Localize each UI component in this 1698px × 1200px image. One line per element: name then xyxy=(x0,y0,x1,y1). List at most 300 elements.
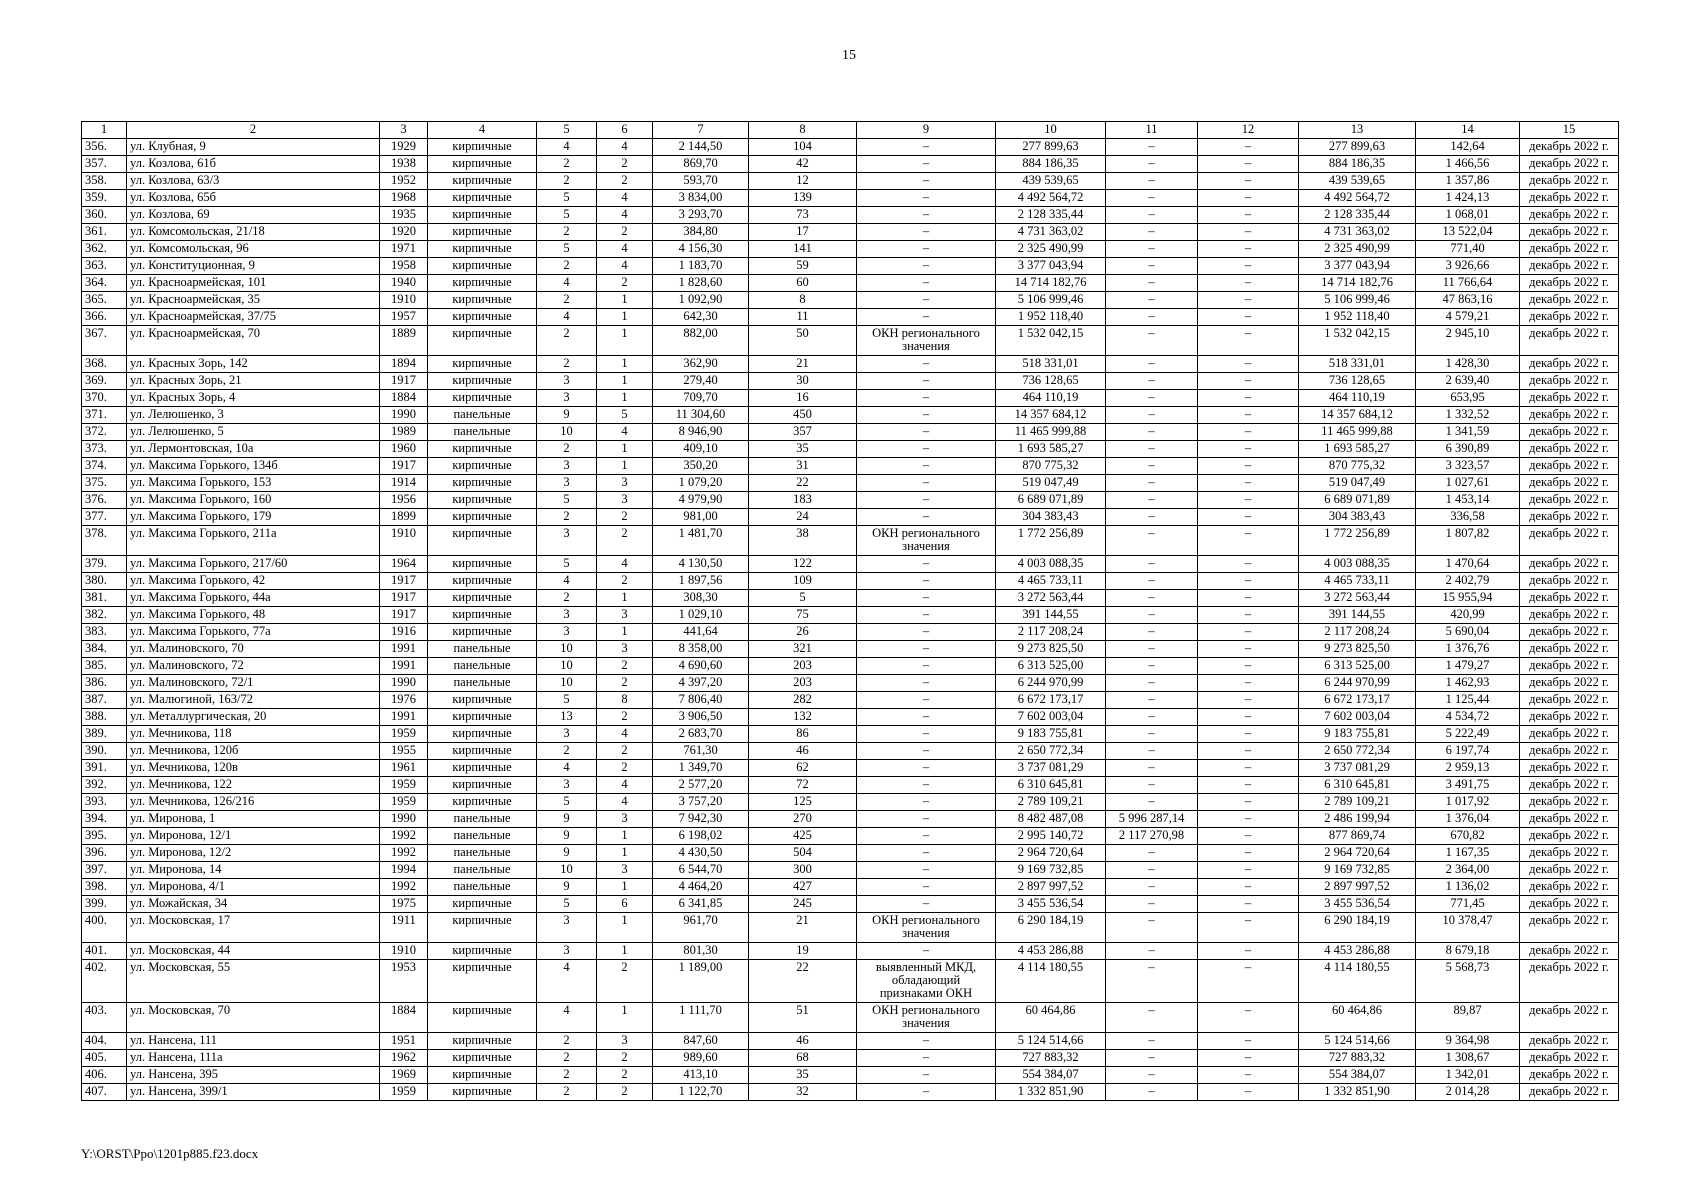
table-row xyxy=(82,190,1619,207)
table-cell: 6 341,85 xyxy=(653,896,749,913)
table-cell: 2 xyxy=(597,1084,653,1101)
table-cell: – xyxy=(1106,1050,1198,1067)
table-row xyxy=(82,658,1619,675)
table-cell: 362,90 xyxy=(653,356,749,373)
table-cell: 8 xyxy=(597,692,653,709)
table-cell: 8 679,18 xyxy=(1416,943,1520,960)
table-cell: 14 714 182,76 xyxy=(996,275,1106,292)
table-cell: 141 xyxy=(749,241,857,258)
table-cell: 1 029,10 xyxy=(653,607,749,624)
table-cell: – xyxy=(1198,275,1299,292)
table-cell: 1 079,20 xyxy=(653,475,749,492)
table-row xyxy=(82,1033,1619,1050)
table-cell: 3 xyxy=(597,607,653,624)
table-cell: 518 331,01 xyxy=(1299,356,1416,373)
table-cell: 1 807,82 xyxy=(1416,526,1520,556)
table-cell: – xyxy=(1198,943,1299,960)
table-cell: 554 384,07 xyxy=(1299,1067,1416,1084)
table-cell: 4 xyxy=(597,190,653,207)
table-cell: 2 639,40 xyxy=(1416,373,1520,390)
table-cell: 1 xyxy=(597,590,653,607)
table-cell: декабрь 2022 г. xyxy=(1520,292,1619,309)
table-cell: 1992 xyxy=(380,828,428,845)
column-header: 9 xyxy=(857,122,996,139)
table-cell: 989,60 xyxy=(653,1050,749,1067)
table-cell: декабрь 2022 г. xyxy=(1520,1003,1619,1033)
table-cell: 2 xyxy=(597,760,653,777)
table-cell: 397. xyxy=(82,862,127,879)
table-cell: – xyxy=(1106,526,1198,556)
table-cell: 427 xyxy=(749,879,857,896)
table-cell: декабрь 2022 г. xyxy=(1520,424,1619,441)
table-cell: ОКН регионального значения xyxy=(857,913,996,943)
table-cell: 1 092,90 xyxy=(653,292,749,309)
table-cell: – xyxy=(1198,139,1299,156)
table-cell: ул. Комсомольская, 21/18 xyxy=(127,224,380,241)
table-cell: декабрь 2022 г. xyxy=(1520,207,1619,224)
table-cell: 405. xyxy=(82,1050,127,1067)
table-cell: – xyxy=(1106,139,1198,156)
table-cell: 1 xyxy=(597,624,653,641)
table-cell: – xyxy=(1198,1067,1299,1084)
table-cell: 9 xyxy=(537,828,597,845)
table-cell: 2 897 997,52 xyxy=(996,879,1106,896)
table-cell: 364. xyxy=(82,275,127,292)
table-row xyxy=(82,1067,1619,1084)
table-cell: 1 428,30 xyxy=(1416,356,1520,373)
table-cell: – xyxy=(1198,407,1299,424)
table-cell: кирпичные xyxy=(428,1084,537,1101)
table-cell: 1959 xyxy=(380,777,428,794)
table-cell: 1 470,64 xyxy=(1416,556,1520,573)
table-cell: 1 189,00 xyxy=(653,960,749,1003)
table-cell: 4 130,50 xyxy=(653,556,749,573)
table-cell: декабрь 2022 г. xyxy=(1520,224,1619,241)
table-cell: 2 xyxy=(597,1067,653,1084)
table-cell: 9 183 755,81 xyxy=(1299,726,1416,743)
table-cell: 7 942,30 xyxy=(653,811,749,828)
table-cell: 2 995 140,72 xyxy=(996,828,1106,845)
table-cell: 3 xyxy=(597,492,653,509)
table-cell: 425 xyxy=(749,828,857,845)
table-cell: 1991 xyxy=(380,641,428,658)
table-cell: 1 xyxy=(597,828,653,845)
table-cell: 372. xyxy=(82,424,127,441)
table-cell: 1961 xyxy=(380,760,428,777)
table-cell: 375. xyxy=(82,475,127,492)
table-cell: 450 xyxy=(749,407,857,424)
table-cell: 4 xyxy=(597,241,653,258)
table-cell: 877 869,74 xyxy=(1299,828,1416,845)
table-cell: 356. xyxy=(82,139,127,156)
table-cell: 2 xyxy=(597,173,653,190)
table-cell: панельные xyxy=(428,828,537,845)
table-cell: 4 534,72 xyxy=(1416,709,1520,726)
table-cell: – xyxy=(1106,1003,1198,1033)
table-cell: 3 834,00 xyxy=(653,190,749,207)
table-cell: 2 xyxy=(537,590,597,607)
table-row xyxy=(82,1084,1619,1101)
table-cell: – xyxy=(857,1033,996,1050)
table-cell: 519 047,49 xyxy=(996,475,1106,492)
table-cell: – xyxy=(857,258,996,275)
table-cell: 420,99 xyxy=(1416,607,1520,624)
table-cell: 2 xyxy=(537,356,597,373)
table-cell: 2 144,50 xyxy=(653,139,749,156)
table-row xyxy=(82,241,1619,258)
table-cell: 379. xyxy=(82,556,127,573)
table-cell: 1 532 042,15 xyxy=(1299,326,1416,356)
table-cell: 3 xyxy=(597,862,653,879)
table-cell: 1957 xyxy=(380,309,428,326)
table-cell: 398. xyxy=(82,879,127,896)
table-cell: 277 899,63 xyxy=(1299,139,1416,156)
table-cell: кирпичные xyxy=(428,309,537,326)
table-cell: – xyxy=(1198,556,1299,573)
page-number: 15 xyxy=(842,48,856,63)
table-cell: – xyxy=(1198,526,1299,556)
table-cell: ул. Козлова, 69 xyxy=(127,207,380,224)
table-cell: 75 xyxy=(749,607,857,624)
table-cell: кирпичные xyxy=(428,1003,537,1033)
table-row xyxy=(82,292,1619,309)
table-cell: – xyxy=(1106,960,1198,1003)
table-row xyxy=(82,424,1619,441)
table-cell: – xyxy=(1106,309,1198,326)
table-cell: 464 110,19 xyxy=(996,390,1106,407)
table-cell: 21 xyxy=(749,356,857,373)
table-cell: 2 xyxy=(537,224,597,241)
table-cell: – xyxy=(857,1084,996,1101)
table-cell: 771,45 xyxy=(1416,896,1520,913)
table-cell: 1917 xyxy=(380,458,428,475)
table-cell: 3 xyxy=(597,811,653,828)
table-cell: – xyxy=(1198,960,1299,1003)
table-cell: ул. Красноармейская, 70 xyxy=(127,326,380,356)
table-cell: 388. xyxy=(82,709,127,726)
table-cell: – xyxy=(1198,709,1299,726)
table-cell: 6 xyxy=(597,896,653,913)
table-cell: 2 xyxy=(537,1084,597,1101)
table-cell: 407. xyxy=(82,1084,127,1101)
table-cell: 4 xyxy=(597,424,653,441)
table-cell: – xyxy=(857,590,996,607)
table-cell: 670,82 xyxy=(1416,828,1520,845)
table-row xyxy=(82,373,1619,390)
table-cell: – xyxy=(1198,624,1299,641)
table-row xyxy=(82,573,1619,590)
table-cell: 981,00 xyxy=(653,509,749,526)
table-cell: 380. xyxy=(82,573,127,590)
table-cell: – xyxy=(1198,658,1299,675)
table-cell: 1 332 851,90 xyxy=(996,1084,1106,1101)
table-cell: 2 128 335,44 xyxy=(1299,207,1416,224)
table-row xyxy=(82,407,1619,424)
table-cell: 2 xyxy=(537,1033,597,1050)
table-cell: 464 110,19 xyxy=(1299,390,1416,407)
table-cell: ул. Красных Зорь, 142 xyxy=(127,356,380,373)
table-cell: 1959 xyxy=(380,1084,428,1101)
table-cell: 9 364,98 xyxy=(1416,1033,1520,1050)
table-cell: 9 xyxy=(537,879,597,896)
table-cell: – xyxy=(857,658,996,675)
table-cell: 22 xyxy=(749,475,857,492)
table-cell: 5 124 514,66 xyxy=(996,1033,1106,1050)
table-cell: 2 xyxy=(597,675,653,692)
table-cell: декабрь 2022 г. xyxy=(1520,407,1619,424)
table-cell: 1 376,76 xyxy=(1416,641,1520,658)
table-cell: 183 xyxy=(749,492,857,509)
table-cell: ул. Малиновского, 70 xyxy=(127,641,380,658)
table-cell: 6 313 525,00 xyxy=(996,658,1106,675)
table-cell: декабрь 2022 г. xyxy=(1520,862,1619,879)
table-cell: – xyxy=(1198,326,1299,356)
table-cell: – xyxy=(1106,913,1198,943)
table-cell: – xyxy=(1106,1033,1198,1050)
table-cell: – xyxy=(857,607,996,624)
table-cell: 504 xyxy=(749,845,857,862)
table-cell: кирпичные xyxy=(428,190,537,207)
table-cell: 38 xyxy=(749,526,857,556)
table-cell: 86 xyxy=(749,726,857,743)
table-row xyxy=(82,139,1619,156)
table-cell: кирпичные xyxy=(428,607,537,624)
table-cell: кирпичные xyxy=(428,275,537,292)
column-header: 6 xyxy=(597,122,653,139)
table-cell: 2 xyxy=(537,173,597,190)
table-cell: 4 465 733,11 xyxy=(996,573,1106,590)
table-cell: 884 186,35 xyxy=(996,156,1106,173)
table-cell: – xyxy=(1198,794,1299,811)
table-cell: 1992 xyxy=(380,879,428,896)
table-cell: 5 690,04 xyxy=(1416,624,1520,641)
table-row xyxy=(82,475,1619,492)
table-cell: 3 xyxy=(537,777,597,794)
table-cell: 46 xyxy=(749,743,857,760)
table-cell: 2 xyxy=(597,275,653,292)
table-cell: 357. xyxy=(82,156,127,173)
table-cell: 4 003 088,35 xyxy=(1299,556,1416,573)
table-cell: 282 xyxy=(749,692,857,709)
table-cell: – xyxy=(1106,190,1198,207)
table-cell: 2 xyxy=(537,156,597,173)
table-cell: 16 xyxy=(749,390,857,407)
table-cell: 3 xyxy=(537,526,597,556)
table-cell: 3 xyxy=(597,641,653,658)
table-cell: панельные xyxy=(428,845,537,862)
table-cell: ул. Максима Горького, 77а xyxy=(127,624,380,641)
table-cell: кирпичные xyxy=(428,258,537,275)
table-cell: ул. Максима Горького, 134б xyxy=(127,458,380,475)
table-cell: 1917 xyxy=(380,607,428,624)
table-cell: 1 693 585,27 xyxy=(1299,441,1416,458)
table-cell: ул. Мечникова, 126/216 xyxy=(127,794,380,811)
table-cell: 1 376,04 xyxy=(1416,811,1520,828)
table-cell: – xyxy=(1106,641,1198,658)
table-cell: ул. Нансена, 395 xyxy=(127,1067,380,1084)
table-cell: 5 106 999,46 xyxy=(1299,292,1416,309)
table-cell: 1 481,70 xyxy=(653,526,749,556)
table-cell: 9 xyxy=(537,811,597,828)
table-cell: 1959 xyxy=(380,794,428,811)
table-cell: 1 772 256,89 xyxy=(1299,526,1416,556)
table-cell: 60 464,86 xyxy=(1299,1003,1416,1033)
table-cell: 377. xyxy=(82,509,127,526)
table-cell: 378. xyxy=(82,526,127,556)
table-cell: 2 xyxy=(597,156,653,173)
table-cell: кирпичные xyxy=(428,373,537,390)
table-cell: – xyxy=(1106,692,1198,709)
table-cell: 1 xyxy=(597,309,653,326)
table-row xyxy=(82,913,1619,943)
table-cell: декабрь 2022 г. xyxy=(1520,139,1619,156)
table-cell: – xyxy=(857,475,996,492)
table-cell: – xyxy=(1106,709,1198,726)
table-cell: кирпичные xyxy=(428,760,537,777)
table-cell: 1917 xyxy=(380,373,428,390)
table-cell: 1990 xyxy=(380,407,428,424)
table-cell: 3 xyxy=(597,475,653,492)
table-cell: 6 310 645,81 xyxy=(1299,777,1416,794)
table-row xyxy=(82,624,1619,641)
table-cell: 3 xyxy=(537,458,597,475)
table-cell: 1910 xyxy=(380,292,428,309)
table-cell: 5 xyxy=(537,492,597,509)
table-cell: 4 579,21 xyxy=(1416,309,1520,326)
table-cell: – xyxy=(1106,675,1198,692)
table-cell: – xyxy=(1106,760,1198,777)
table-cell: 22 xyxy=(749,960,857,1003)
table-cell: 2 117 208,24 xyxy=(996,624,1106,641)
table-cell: – xyxy=(1198,573,1299,590)
table-cell: – xyxy=(1106,326,1198,356)
table-cell: – xyxy=(857,828,996,845)
table-cell: 4 397,20 xyxy=(653,675,749,692)
table-cell: 4 xyxy=(537,275,597,292)
table-cell: декабрь 2022 г. xyxy=(1520,811,1619,828)
table-cell: 363. xyxy=(82,258,127,275)
table-cell: – xyxy=(1198,1003,1299,1033)
table-cell: 6 313 525,00 xyxy=(1299,658,1416,675)
table-cell: – xyxy=(857,556,996,573)
table-cell: 203 xyxy=(749,675,857,692)
table-cell: 1 xyxy=(597,879,653,896)
table-cell: 4 690,60 xyxy=(653,658,749,675)
table-cell: 1 xyxy=(597,326,653,356)
table-cell: 1 479,27 xyxy=(1416,658,1520,675)
table-cell: 6 310 645,81 xyxy=(996,777,1106,794)
table-cell: 2 964 720,64 xyxy=(1299,845,1416,862)
table-cell: 89,87 xyxy=(1416,1003,1520,1033)
table-row xyxy=(82,590,1619,607)
table-cell: 3 757,20 xyxy=(653,794,749,811)
table-cell: ул. Максима Горького, 179 xyxy=(127,509,380,526)
table-cell: – xyxy=(1198,726,1299,743)
table-cell: 6 672 173,17 xyxy=(1299,692,1416,709)
table-cell: ул. Мечникова, 120б xyxy=(127,743,380,760)
table-cell: – xyxy=(1106,896,1198,913)
table-cell: кирпичные xyxy=(428,509,537,526)
column-header: 7 xyxy=(653,122,749,139)
table-cell: кирпичные xyxy=(428,624,537,641)
table-row xyxy=(82,275,1619,292)
table-cell: 2 xyxy=(537,258,597,275)
table-cell: 400. xyxy=(82,913,127,943)
column-header: 8 xyxy=(749,122,857,139)
table-cell: декабрь 2022 г. xyxy=(1520,641,1619,658)
table-cell: 1 349,70 xyxy=(653,760,749,777)
table-cell: – xyxy=(1198,1050,1299,1067)
table-cell: ул. Металлургическая, 20 xyxy=(127,709,380,726)
table-cell: 2 xyxy=(597,709,653,726)
table-cell: 1953 xyxy=(380,960,428,1003)
table-cell: – xyxy=(1106,292,1198,309)
table-cell: декабрь 2022 г. xyxy=(1520,556,1619,573)
table-cell: 5 xyxy=(537,190,597,207)
table-cell: 771,40 xyxy=(1416,241,1520,258)
table-cell: 5 xyxy=(749,590,857,607)
table-cell: 3 455 536,54 xyxy=(996,896,1106,913)
table-cell: 2 xyxy=(597,658,653,675)
table-cell: 1962 xyxy=(380,1050,428,1067)
table-cell: – xyxy=(1106,879,1198,896)
table-cell: 3 737 081,29 xyxy=(1299,760,1416,777)
table-cell: – xyxy=(1106,207,1198,224)
table-cell: декабрь 2022 г. xyxy=(1520,309,1619,326)
table-cell: 4 465 733,11 xyxy=(1299,573,1416,590)
table-row xyxy=(82,441,1619,458)
table-cell: 1920 xyxy=(380,224,428,241)
table-cell: 11 465 999,88 xyxy=(996,424,1106,441)
table-cell: 5 xyxy=(537,692,597,709)
table-row xyxy=(82,224,1619,241)
table-cell: кирпичные xyxy=(428,241,537,258)
table-cell: ОКН регионального значения xyxy=(857,526,996,556)
table-cell: кирпичные xyxy=(428,726,537,743)
table-cell: декабрь 2022 г. xyxy=(1520,241,1619,258)
table-cell: – xyxy=(1198,590,1299,607)
table-cell: 1989 xyxy=(380,424,428,441)
table-cell: 3 926,66 xyxy=(1416,258,1520,275)
column-header: 3 xyxy=(380,122,428,139)
table-cell: ул. Малиновского, 72 xyxy=(127,658,380,675)
table-cell: кирпичные xyxy=(428,224,537,241)
table-cell: 2 xyxy=(597,224,653,241)
table-cell: 5 xyxy=(537,896,597,913)
table-cell: декабрь 2022 г. xyxy=(1520,943,1619,960)
table-cell: 308,30 xyxy=(653,590,749,607)
table-cell: – xyxy=(1106,241,1198,258)
table-cell: 394. xyxy=(82,811,127,828)
table-cell: 385. xyxy=(82,658,127,675)
table-cell: 393. xyxy=(82,794,127,811)
table-cell: 2 xyxy=(597,526,653,556)
table-cell: – xyxy=(1198,356,1299,373)
table-cell: 109 xyxy=(749,573,857,590)
table-cell: 441,64 xyxy=(653,624,749,641)
table-cell: – xyxy=(857,509,996,526)
table-cell: – xyxy=(857,356,996,373)
table-cell: – xyxy=(1106,658,1198,675)
table-cell: ул. Малиновского, 72/1 xyxy=(127,675,380,692)
table-cell: 847,60 xyxy=(653,1033,749,1050)
table-cell: 1 897,56 xyxy=(653,573,749,590)
table-cell: ул. Лермонтовская, 10а xyxy=(127,441,380,458)
table-cell: 3 xyxy=(537,475,597,492)
table-row xyxy=(82,356,1619,373)
table-cell: – xyxy=(1198,241,1299,258)
table-cell: 3 491,75 xyxy=(1416,777,1520,794)
